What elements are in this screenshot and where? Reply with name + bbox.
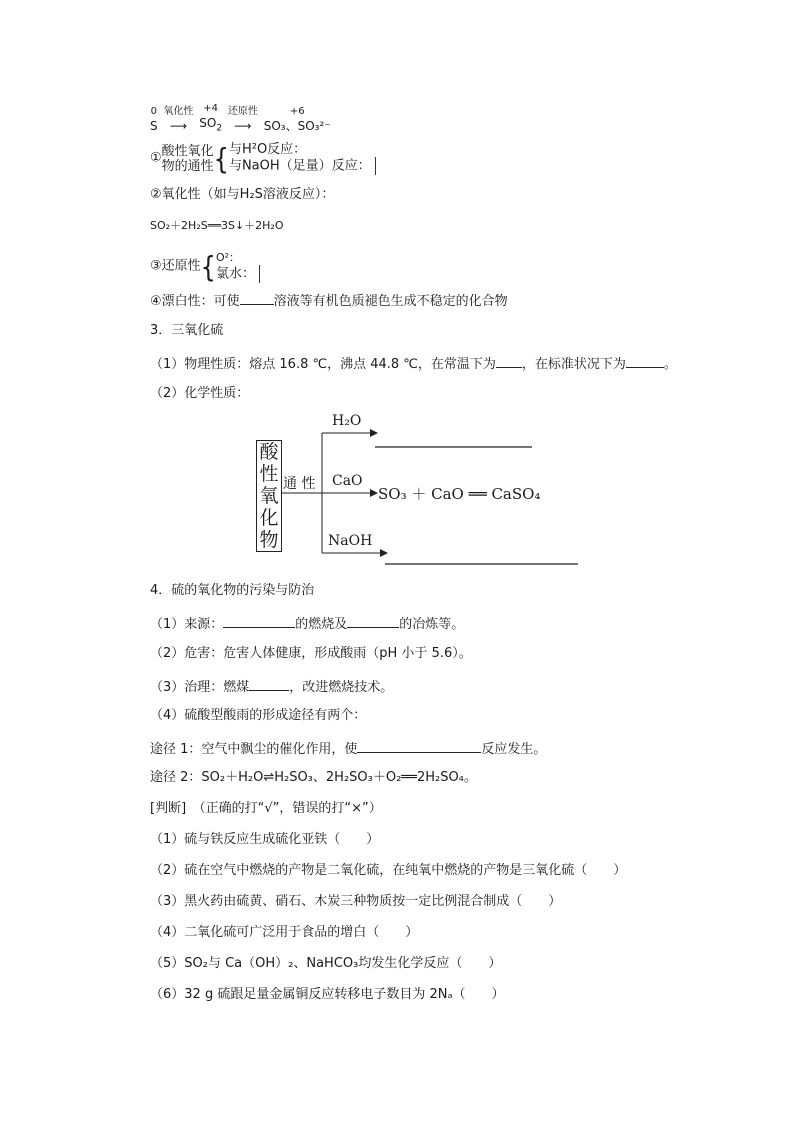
box-char: 性 [259,463,279,485]
sulfur-symbol: S [150,118,158,133]
text-segment: （3）治理：燃煤 [150,680,250,695]
judgment-item: （6）32 g 硫跟足量金属铜反应转移电子数目为 2Nₐ（ ） [150,987,505,1002]
judgment-item: （5）SO₂与 Ca（OH）₂、NaHCO₃均发生化学反应（ ） [150,956,502,971]
fill-blank[interactable] [223,613,295,628]
fill-blank[interactable] [496,353,522,368]
property-bleaching [150,290,508,311]
label-line1: 酸性氧化 [161,143,214,159]
text-segment: （1）物理性质：熔点 16.8 ℃，沸点 44.8 ℃，在常温下为 [150,357,496,372]
fill-blank[interactable] [626,353,664,368]
text-segment: 。 [663,357,677,372]
fill-blank[interactable] [357,738,481,753]
right-arrow-icon: ⟶ [234,118,252,133]
section-title-pollution: 4．硫的氧化物的污染与防治 [150,583,315,598]
fill-blank[interactable] [249,676,289,691]
box-char: 物 [259,529,279,551]
item-number: ① [150,150,162,166]
cao-label: CaO [332,473,363,489]
judgment-title: [判断] （正确的打“√”，错误的打“×”） [150,801,382,816]
acid-rain-routes-title: （4）硫酸型酸雨的形成途径有两个： [150,708,367,723]
reaction-with-naoh: 与NaOH（足量）反应： [228,158,371,174]
text-segment: 的燃烧及 [295,617,348,632]
so3-products: SO₃、SO₃²⁻ [263,118,331,133]
left-brace-icon: { [200,249,216,284]
item-label: ③还原性 [150,258,201,274]
judgment-item: （3）黑火药由硫黄、硝石、木炭三种物质按一定比例混合制成（ ） [150,894,562,909]
right-bracket-icon [373,157,376,175]
reaction-with-water: 与H²O反应： [228,142,307,157]
oxidation-state-label: +4 [203,103,219,114]
right-bracket-icon [257,265,260,283]
text-segment: ，在标准状况下为 [521,357,626,372]
text-segment: （1）来源： [150,617,224,632]
property-oxidizing: ②氧化性（如与H₂S溶液反应）： [150,187,335,202]
text-segment: 反应发生。 [481,742,547,757]
text-segment: ④漂白性：可使 [150,294,240,309]
so2-symbol: SO [199,116,217,130]
equation-so2-h2s: SO₂＋2H₂S══3S↓＋2H₂O [150,219,284,232]
left-brace-icon: { [213,141,229,176]
box-char: 酸 [259,441,279,463]
oxidation-state-label: 0 [150,105,157,117]
so3-physical-properties [150,353,677,374]
judgment-item: （4）二氧化硫可广泛用于食品的增白（ ） [150,925,419,940]
so3-properties-diagram [250,405,590,570]
box-char: 化 [259,507,279,529]
reaction-with-oxygen: O²： [215,251,241,264]
arrow-label-oxidizing: 氧化性 [163,105,194,117]
box-char: 氧 [259,485,279,507]
section-title-so3: 3．三氧化硫 [150,323,224,338]
oxidation-state-label: +6 [289,105,305,117]
fill-blank[interactable] [240,290,274,305]
acid-rain-route-1 [150,738,546,759]
fill-blank[interactable] [347,613,399,628]
so3-chemical-properties: （2）化学性质： [150,386,250,401]
text-segment: 的冶炼等。 [399,617,465,632]
so3-cao-equation: SO₃ ＋ CaO ══ CaSO₄ [378,485,541,503]
text-segment: ，改进燃烧技术。 [289,680,394,695]
label-line2: 物的通性 [161,158,214,174]
judgment-item: （1）硫与铁反应生成硫化亚铁（ ） [150,832,380,847]
pollution-control [150,676,393,697]
arrow-label-reducing: 还原性 [227,105,258,117]
text-segment: 途径 1：空气中飘尘的催化作用，使 [150,742,358,757]
pollution-harm: （2）危害：危害人体健康，形成酸雨（pH 小于 5.6）。 [150,646,472,661]
judgment-item: （2）硫在空气中燃烧的产物是二氧化硫，在纯氧中燃烧的产物是三氧化硫（ ） [150,863,627,878]
tongxing-label: 通 性 [283,476,316,492]
property-acidic-oxide [150,142,376,175]
naoh-label: NaOH [328,533,373,549]
sulfur-valence-chain: 0 S 氧化性 ⟶ +4 $SO_2$ 还原性 ⟶ +6 SO₃、SO₃²⁻ [150,103,331,134]
reaction-with-chlorine-water: 氯水： [215,266,255,282]
pollution-source [150,613,464,634]
h2o-label: H₂O [332,413,362,429]
right-arrow-icon: ⟶ [169,118,188,133]
text-segment: 溶液等有机色质褪色生成不稳定的化合物 [273,294,508,309]
acid-rain-route-2: 途径 2：SO₂＋H₂O⇌H₂SO₃、2H₂SO₃＋O₂══2H₂SO₄。 [150,770,477,785]
property-reducing [150,250,260,283]
